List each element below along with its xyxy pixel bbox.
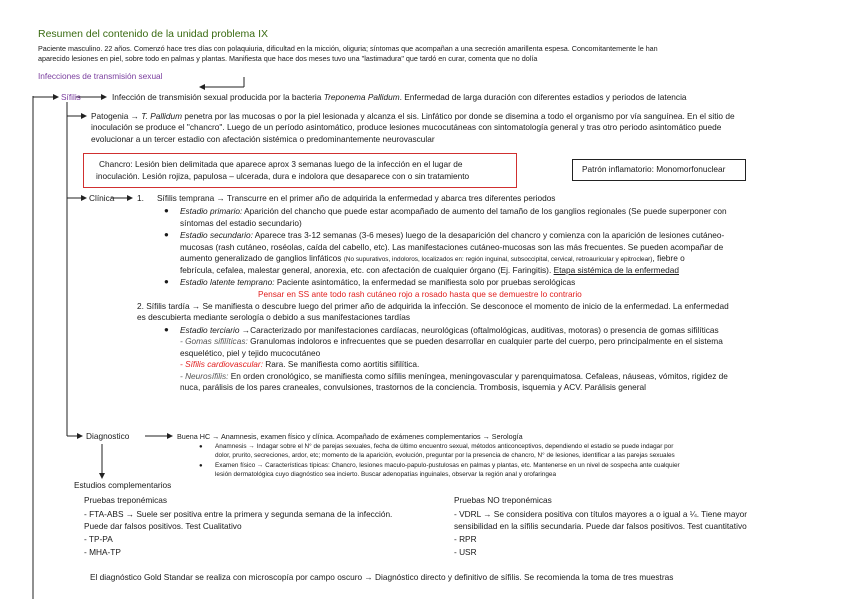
secundario-line-4: febrícula, cefalea, malestar general, anorexia, etc. con afectación de cualquier órgano (Ej. Faringitis). Etapa sistémica de la enfermedad <box>180 264 680 275</box>
examen-line-2: lesión dermatológica cuyo diagnóstico sea incierto. Buscar adenopatías inguinales, observar la región anal y orofaringea <box>215 470 557 478</box>
neuro-line-1: - Neurosífilis: En orden cronológico, se manifiesta como sífilis meníngea, meningovascular y parenquimatosa. Cefaleas, náuseas, vómitos, rigidez de <box>180 370 728 381</box>
gold-standard: El diagnóstico Gold Standar se realiza con microscopía por campo oscuro → Diagnóstico directo y definitivo de sífilis. Se recomienda la toma de tres muestras <box>90 571 674 582</box>
primario-line-2: síntomas del estadio secundario) <box>180 217 302 228</box>
no-treponemicas-line-3: - RPR <box>454 534 477 544</box>
case-text-line-2: aparecido lesiones en piel, sobre todo en palmas y plantas. Manifiesta que hace dos meses tuvo una "lastimadura" que tardó en curar, comenta que no dolía <box>38 53 538 63</box>
cardio-line: - Sífilis cardiovascular: Rara. Se manifiesta como aortitis sifilítica. <box>180 359 420 369</box>
neuro-line-2: nuca, parálisis de los pares craneales, convulsiones, trastornos de la conciencia. Trombosis, isquemia y ACV. Parálisis general <box>180 382 646 392</box>
primario-line-1: Estadio primario: Aparición del chancho que puede estar acompañado de aumento del tamaño de los ganglios regionales (Se puede superponer con <box>180 206 727 216</box>
no-treponemicas-line-1: - VDRL → Se considera positiva con títulos mayores a o igual a ¼. Tiene mayor <box>454 508 747 519</box>
bullet-dot: ● <box>199 463 203 469</box>
secundario-line-3: aumento generalizado de ganglios linfáticos (No supurativos, indoloros, localizados en: región inguinal, subsoccipital, cervical, retroauricular y epitroclear), fiebre o <box>180 253 685 263</box>
page-title: Resumen del contenido de la unidad problema IX <box>38 28 268 40</box>
secundario-line-2: mucosas (rash cutáneo, roséolas, caída del cabello, etc). Las manifestaciones cutáneo-mucosas son las más frecuentes. Se pueden acompañar de <box>180 241 724 252</box>
latente-line: Estadio latente temprano: Paciente asintomático, la enfermedad se manifiesta solo por pruebas serológicas <box>180 277 576 287</box>
terciario-line: Estadio terciario →Caracterizado por manifestaciones cardíacas, neurológicas (oftalmológicas, auditivas, motoras) o presencia de gomas sifilíticas <box>180 324 719 335</box>
bullet-dot: ● <box>164 324 169 334</box>
treponemicas-title: Pruebas treponémicas <box>84 495 168 505</box>
gomas-line-1: - Gomas sifilíticas: Granulomas indoloros e infrecuentes que se pueden desarrollar en cualquier parte del cuerpo, pero principalmente en el sistema <box>180 336 723 346</box>
patogenia-line-2: inoculación se produce el "chancro". Luego de un período asintomático, produce lesiones mucocutáneas con sintomatología general y tras otro periodo asintomático puede <box>91 122 722 132</box>
treponemicas-line-4: - MHA-TP <box>84 547 121 557</box>
anamnesis-line-1: Anamnesis → Indagar sobre el N° de parejas sexuales, fecha de último encuentro sexual, métodos anticonceptivos, dependiendo el estadio se puede indagar por <box>215 443 674 450</box>
no-treponemicas-line-2: sensibilidad en la sífilis secundaria. Puede dar falsos positivos. Test cuantitativo <box>454 521 747 531</box>
patron-box <box>572 159 746 181</box>
diagnostico-label: Diagnostico <box>86 430 130 441</box>
sifilis-label: Sífilis <box>61 91 81 102</box>
red-note: Pensar en SS ante todo rash cutáneo rojo a rosado hasta que se demuestre lo contrario <box>258 288 582 299</box>
bullet-dot: ● <box>199 444 203 450</box>
treponemicas-line-3: - TP-PA <box>84 534 113 544</box>
examen-line-1: Examen físico → Características típicas: Chancro, lesiones maculo-papulo-pustulosas en palmas y plantas, etc. Mantenerse en un nivel de sospecha ante cualquier <box>215 462 680 469</box>
secundario-line-1: Estadio secundario: Aparece tras 3-12 semanas (3-6 meses) luego de la desaparición del chancro y comienza con la aparición de lesiones cutáneo- <box>180 230 725 240</box>
gomas-line-2: esquelético, piel y tejido mucocutáneo <box>180 347 321 358</box>
treponemicas-line-1: - FTA-ABS → Suele ser positiva entre la primera y segunda semana de la infección. <box>84 508 393 519</box>
bullet-dot: ● <box>164 230 169 239</box>
diagnostico-main: Buena HC → Anamnesis, examen físico y clínica. Acompañado de exámenes complementarios → Serología <box>177 431 523 441</box>
bullet-dot: ● <box>164 206 169 215</box>
clinica-label: Clínica <box>89 192 115 203</box>
case-text-line-1: Paciente masculino. 22 años. Comenzó hace tres días con polaquiuria, dificultad en la micción, oliguria; síntomas que acompañan a una secreción amarillenta espesa. Concomitantemente le han <box>38 44 658 53</box>
patogenia-line-1: Patogenia → T. Pallidum penetra por las mucosas o por la piel lesionada y alcanza el sis. Linfático por donde se disemina a todo el organismo por vía sanguínea. En el sitio de <box>91 110 735 121</box>
chancro-line-2: inoculación. Lesión rojiza, papulosa – ulcerada, dura e indolora que desaparece con o sin tratamiento <box>96 170 470 181</box>
sifilis-temprana: Sífilis temprana → Transcurre en el primer año de adquirida la enfermedad y abarca tres diferentes periodos <box>157 192 556 203</box>
sifilis-definition: Infección de transmisión sexual producida por la bacteria Treponema Pallidum. Enfermedad de larga duración con diferentes estadios y periodos de latencia <box>112 91 687 102</box>
no-treponemicas-title: Pruebas NO treponémicas <box>454 495 552 505</box>
tardia-line-2: es descubierta mediante serología o debido a sus manifestaciones tardías <box>137 312 411 322</box>
patogenia-line-3: evolucionar a un tercer estadio con afectación sistémica o predominantemente neurovascular <box>91 133 435 144</box>
bullet-dot: ● <box>164 277 169 286</box>
anamnesis-line-2: dolor, prurito, secreciones, ardor, etc; momento de la aparición, evolución, preguntar por la presencia de chancro, N° de lesiones, identificar a las parejas sexuales <box>215 451 675 459</box>
temprana-number: 1. <box>137 192 144 203</box>
chancro-box <box>83 153 517 188</box>
section-label: Infecciones de transmisión sexual <box>38 71 163 81</box>
tardia-line-1: 2. Sífilis tardía → Se manifiesta o descubre luego del primer año de adquirida la infección. Se desconoce el momento de inicio de la enfermedad. La enfermedad <box>137 300 729 311</box>
estudios-title: Estudios complementarios <box>74 479 172 490</box>
no-treponemicas-line-4: - USR <box>454 547 477 557</box>
patron-text: Patrón inflamatorio: Monomorfonuclear <box>582 164 726 174</box>
treponemicas-line-2: Puede dar falsos positivos. Test Cualitativo <box>84 521 242 531</box>
chancro-line-1: Chancro: Lesión bien delimitada que aparece aprox 3 semanas luego de la infección en el lugar de <box>99 158 463 169</box>
